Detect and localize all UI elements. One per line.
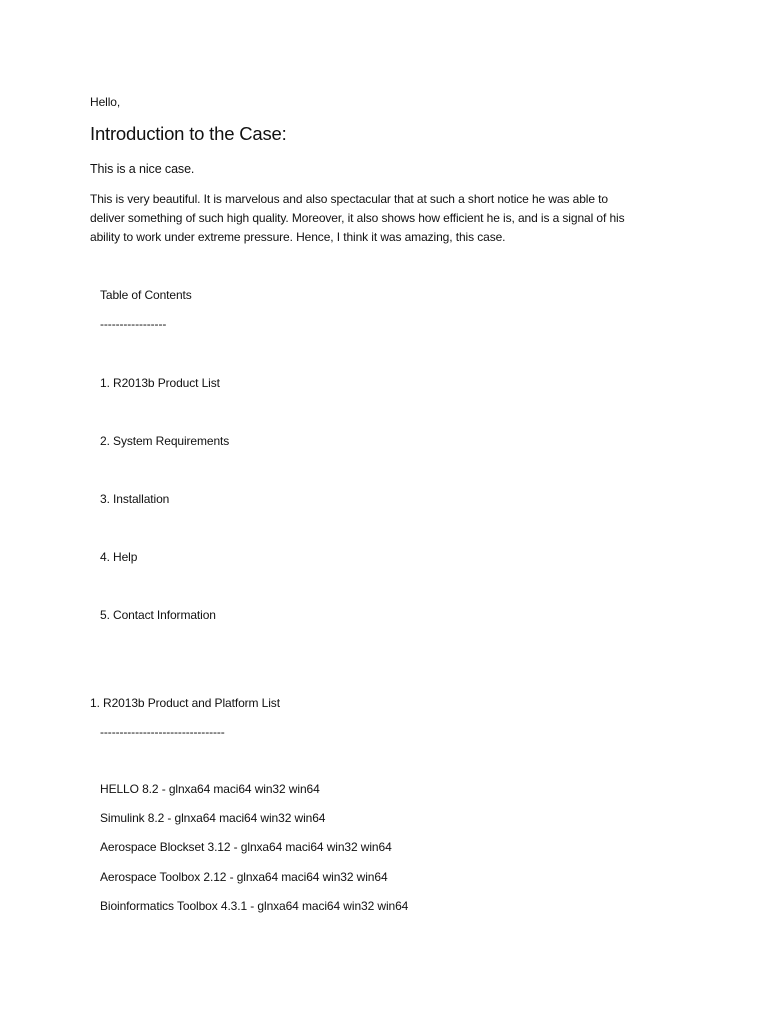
paragraph-line: This is very beautiful. It is marvelous and also spectacular that at such a short notice he was able to	[90, 192, 608, 206]
toc-item: 3. Installation	[100, 492, 170, 506]
toc-item: 2. System Requirements	[100, 434, 230, 448]
toc-title: Table of Contents	[100, 288, 192, 302]
toc-item: 1. R2013b Product List	[100, 376, 220, 390]
intro-line: This is a nice case.	[90, 162, 195, 176]
toc-item: 5. Contact Information	[100, 608, 216, 622]
product-section-title: 1. R2013b Product and Platform List	[90, 696, 280, 710]
toc-item: 4. Help	[100, 550, 138, 564]
product-row: HELLO 8.2 - glnxa64 maci64 win32 win64	[100, 782, 320, 796]
intro-paragraph	[90, 190, 680, 247]
toc-separator: -----------------	[100, 317, 167, 331]
section-heading: Introduction to the Case:	[90, 123, 287, 144]
product-row: Simulink 8.2 - glnxa64 maci64 win32 win64	[100, 811, 326, 825]
product-row: Bioinformatics Toolbox 4.3.1 - glnxa64 maci64 win32 win64	[100, 899, 409, 913]
paragraph-line: deliver something of such high quality. Moreover, it also shows how efficient he is, and is a signal of his	[90, 211, 625, 225]
product-row: Aerospace Toolbox 2.12 - glnxa64 maci64 win32 win64	[100, 870, 388, 884]
product-row: Aerospace Blockset 3.12 - glnxa64 maci64 win32 win64	[100, 840, 392, 854]
greeting: Hello,	[90, 95, 121, 109]
paragraph-line: ability to work under extreme pressure. Hence, I think it was amazing, this case.	[90, 230, 506, 244]
product-section-separator: --------------------------------	[100, 725, 225, 739]
